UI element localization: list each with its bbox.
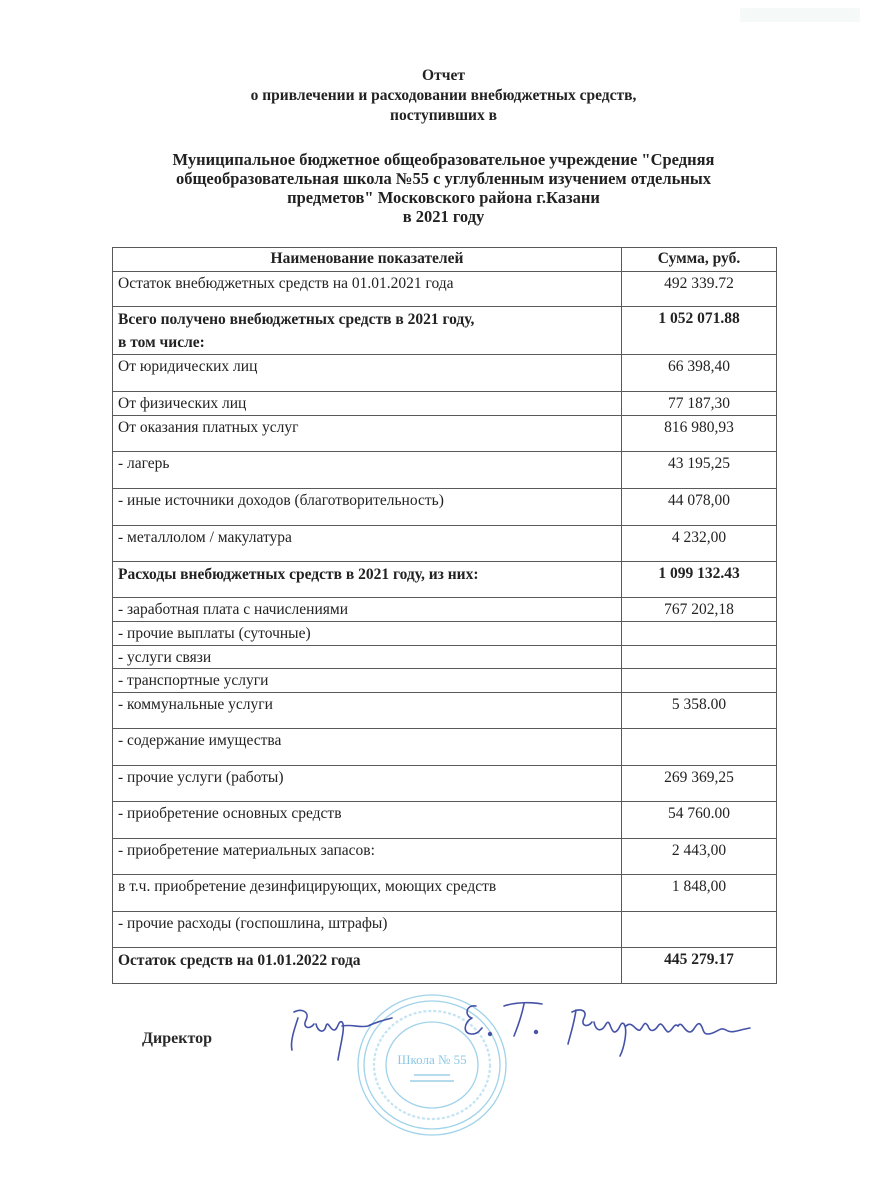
table-row (113, 948, 777, 984)
indicator-name: Остаток внебюджетных средств на 01.01.2021 года (118, 275, 454, 292)
indicator-name-cell (113, 489, 622, 526)
organization-line: предметов" Московского района г.Казани (287, 188, 600, 207)
organization-line: Муниципальное бюджетное общеобразовательное учреждение "Средняя (172, 150, 715, 169)
amount-cell: 492 339.72 (622, 272, 777, 307)
amount-cell: 445 279.17 (622, 948, 777, 984)
stamp-center-text: Школа № 55 (397, 1052, 467, 1067)
title-line: Отчет (422, 67, 465, 84)
table-row (113, 392, 777, 416)
table-row (113, 839, 777, 875)
indicator-name: От юридических лиц (118, 358, 258, 375)
amount-cell: 66 398,40 (622, 355, 777, 392)
amount-cell (622, 912, 777, 948)
indicator-name-cell (113, 646, 622, 669)
amount-cell: 43 195,25 (622, 452, 777, 489)
amount-cell: 816 980,93 (622, 416, 777, 452)
table-body (113, 272, 777, 984)
indicator-name-cell (113, 562, 622, 598)
scan-artifact (740, 8, 860, 22)
indicator-name-cell (113, 452, 622, 489)
indicator-name: - услуги связи (118, 649, 212, 666)
table-row (113, 912, 777, 948)
amount-cell: 54 760.00 (622, 802, 777, 839)
indicator-name: От оказания платных услуг (118, 419, 299, 436)
table-row (113, 562, 777, 598)
indicator-name-cell (113, 307, 622, 355)
budget-report-table (112, 247, 777, 984)
indicator-name-cell (113, 355, 622, 392)
director-label: Директор (142, 1030, 212, 1047)
indicator-name-cell (113, 912, 622, 948)
table-row (113, 669, 777, 693)
table-row (113, 526, 777, 562)
amount-cell: 269 369,25 (622, 766, 777, 802)
amount-cell: 1 848,00 (622, 875, 777, 912)
table-header-row (113, 248, 777, 272)
table-row (113, 489, 777, 526)
report-title (112, 66, 775, 126)
indicator-name: - приобретение основных средств (118, 805, 342, 822)
director-signature (280, 990, 760, 1070)
indicator-name-cell (113, 839, 622, 875)
table-row (113, 729, 777, 766)
table-row (113, 693, 777, 729)
table-row (113, 766, 777, 802)
table-row (113, 355, 777, 392)
indicator-name-cell (113, 622, 622, 646)
signature-block (0, 990, 872, 1150)
table-row (113, 646, 777, 669)
amount-cell (622, 669, 777, 693)
amount-cell: 5 358.00 (622, 693, 777, 729)
indicator-name-cell (113, 948, 622, 984)
amount-cell: 767 202,18 (622, 598, 777, 622)
indicator-name: - металлолом / макулатура (118, 529, 292, 546)
indicator-name-cell (113, 392, 622, 416)
indicator-name: - прочие расходы (госпошлина, штрафы) (118, 915, 388, 932)
indicator-name-cell (113, 526, 622, 562)
indicator-name-cell (113, 693, 622, 729)
indicator-name: - прочие выплаты (суточные) (118, 625, 311, 642)
indicator-name: - лагерь (118, 455, 170, 472)
indicator-name-cell (113, 802, 622, 839)
indicator-name: - приобретение материальных запасов: (118, 842, 375, 859)
indicator-name-cell (113, 598, 622, 622)
indicator-name: - содержание имущества (118, 732, 282, 749)
indicator-name-cell (113, 272, 622, 307)
organization-name (112, 150, 775, 226)
indicator-name-cell (113, 729, 622, 766)
indicator-name: - транспортные услуги (118, 672, 269, 689)
amount-cell: 77 187,30 (622, 392, 777, 416)
table-row (113, 416, 777, 452)
table-row (113, 875, 777, 912)
indicator-name-cell (113, 669, 622, 693)
amount-cell (622, 729, 777, 766)
table-row (113, 452, 777, 489)
amount-cell: 44 078,00 (622, 489, 777, 526)
indicator-name: - прочие услуги (работы) (118, 769, 284, 786)
column-header-indicator: Наименование показателей (113, 248, 622, 272)
indicator-name: - заработная плата с начислениями (118, 601, 348, 618)
amount-cell: 1 099 132.43 (622, 562, 777, 598)
indicator-name-cell (113, 416, 622, 452)
indicator-name: - коммунальные услуги (118, 696, 273, 713)
table-row (113, 622, 777, 646)
indicator-name-continuation: в том числе: (118, 334, 205, 351)
indicator-name: От физических лиц (118, 395, 247, 412)
title-line: поступивших в (390, 107, 497, 124)
indicator-name-cell (113, 766, 622, 802)
indicator-name: - иные источники доходов (благотворительность) (118, 492, 444, 509)
indicator-name: в т.ч. приобретение дезинфицирующих, моющих средств (118, 878, 497, 895)
column-header-amount: Сумма, руб. (622, 248, 777, 272)
indicator-name: Расходы внебюджетных средств в 2021 году, из них: (118, 566, 479, 583)
indicator-name: Всего получено внебюджетных средств в 2021 году, (118, 311, 475, 328)
table-row (113, 272, 777, 307)
organization-line: общеобразовательная школа №55 с углубленным изучением отдельных (175, 169, 711, 188)
table-row (113, 307, 777, 355)
amount-cell: 1 052 071.88 (622, 307, 777, 355)
table-row (113, 598, 777, 622)
indicator-name-cell (113, 875, 622, 912)
amount-cell (622, 622, 777, 646)
amount-cell (622, 646, 777, 669)
report-year: в 2021 году (402, 207, 485, 226)
amount-cell: 4 232,00 (622, 526, 777, 562)
title-line: о привлечении и расходовании внебюджетных средств, (250, 87, 637, 104)
table-row (113, 802, 777, 839)
indicator-name: Остаток средств на 01.01.2022 года (118, 952, 361, 969)
amount-cell: 2 443,00 (622, 839, 777, 875)
